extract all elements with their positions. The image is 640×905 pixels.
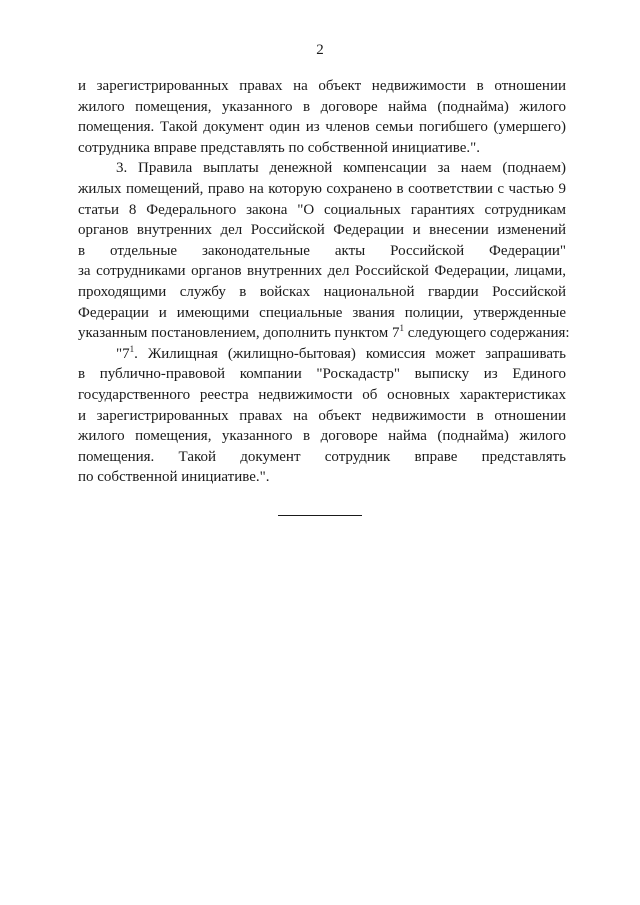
paragraph-3-line: и зарегистрированных правах на объект недвижимости в отношении [78,407,566,424]
paragraph-2-line: статьи 8 Федерального закона "О социальных гарантиях сотрудникам [78,201,566,218]
end-separator-line [278,515,362,516]
paragraph-3-first-line-text: . Жилищная (жилищно-бытовая) комиссия может запрашивать [134,345,566,362]
paragraph-3-line: в публично-правовой компании "Роскадастр" выписку из Единого [78,366,566,383]
paragraph-3-first-line [78,344,566,365]
paragraph-2-line: Федерации и имеющими специальные звания полиции, утвержденные [78,304,566,321]
paragraph-2-line: жилых помещений, право на которую сохранено в соответствии с частью 9 [78,180,566,197]
superscript-index: 1 [129,343,135,354]
paragraph-3-line: государственного реестра недвижимости об основных характеристиках [78,386,566,403]
paragraph-1-line: сотрудника вправе представлять по собственной инициативе.". [78,139,480,156]
paragraph-3-line: помещения. Такой документ сотрудник вправе представлять [78,448,566,465]
paragraph-2-line: 3. Правила выплаты денежной компенсации за наем (поднаем) [116,160,566,177]
paragraph-2-line: органов внутренних дел Российской Федерации и внесении изменений [78,222,566,239]
paragraph-1-line: помещения. Такой документ один из членов семьи погибшего (умершего) [78,119,566,136]
paragraph-2-last-line [78,323,570,344]
superscript-index: 1 [399,323,404,334]
page-number: 2 [316,42,324,58]
paragraph-2-line: в отдельные законодательные акты Российской Федерации" [78,242,566,259]
paragraph-3-line: по собственной инициативе.". [78,469,270,486]
paragraph-1-line: и зарегистрированных правах на объект недвижимости в отношении [78,78,566,94]
document-body [78,76,570,488]
paragraph-2-line: за сотрудниками органов внутренних дел Российской Федерации, лицами, [78,263,566,280]
paragraph-2-last-line-text: указанным постановлением, дополнить пунктом 7 [78,325,400,342]
paragraph-3-line: жилого помещения, указанного в договоре найма (поднайма) жилого [78,428,566,445]
paragraph-1-line: жилого помещения, указанного в договоре найма (поднайма) жилого [78,98,566,115]
paragraph-2-last-line-tail: следующего содержания: [404,325,570,342]
paragraph-2-line: проходящими службу в войсках национальной гвардии Российской [78,283,566,300]
paragraph-3-lead: "7 [116,345,130,362]
